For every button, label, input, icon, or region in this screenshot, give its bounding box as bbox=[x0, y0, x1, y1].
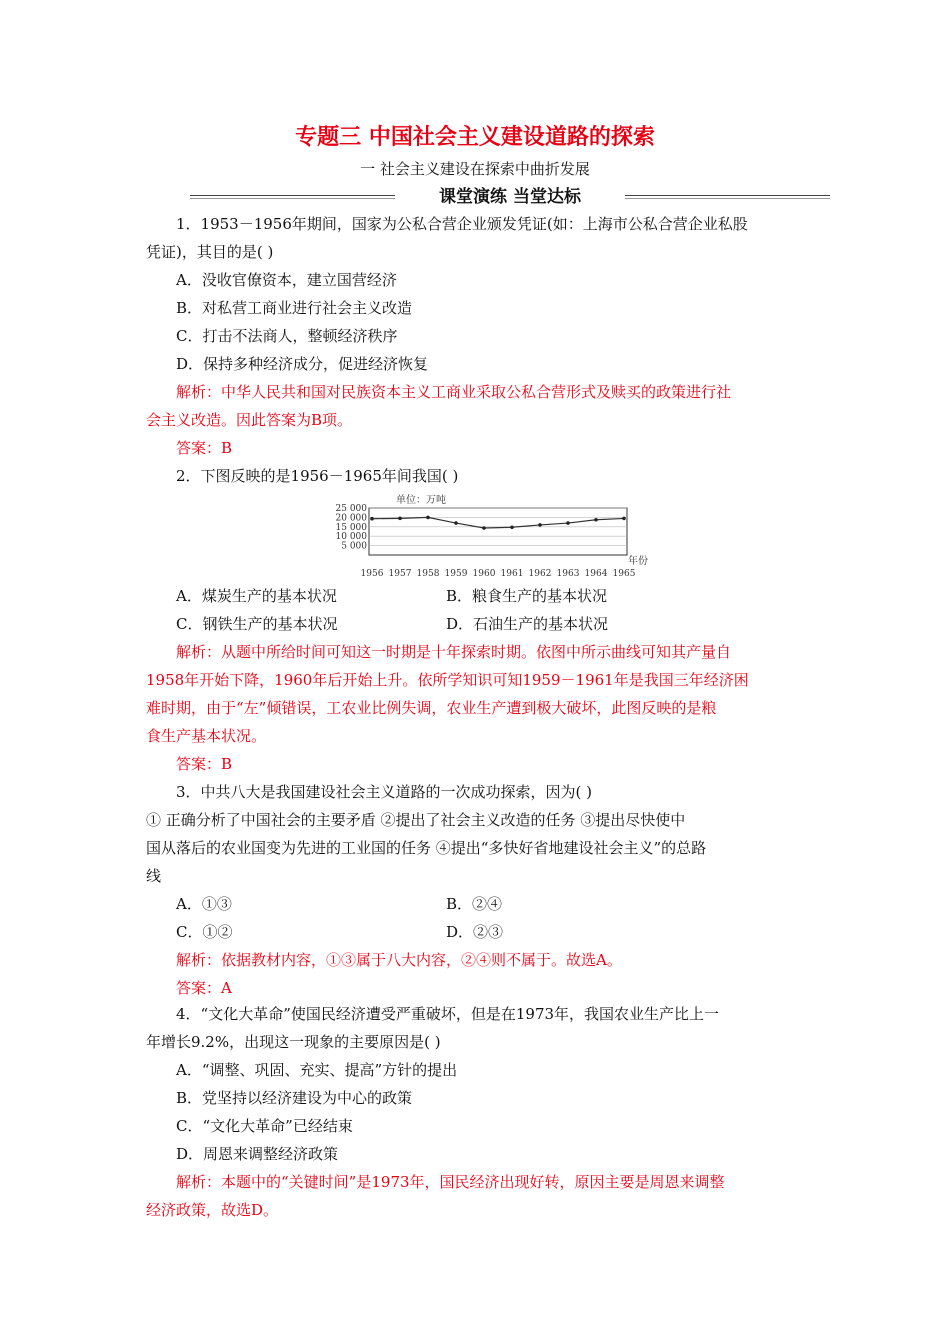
chart-series-line bbox=[372, 517, 624, 528]
q3-option-a: A．①③ bbox=[176, 895, 232, 913]
q3-stem-line4: 线 bbox=[146, 867, 162, 885]
chart-data-point bbox=[510, 525, 514, 529]
page-title: 专题三 中国社会主义建设道路的探索 bbox=[295, 125, 655, 150]
q4-analysis-line2: 经济政策，故选D。 bbox=[146, 1201, 279, 1219]
answer-value: A bbox=[221, 979, 232, 997]
chart-data-point bbox=[622, 517, 626, 521]
chart-x-tick-label: 1960 bbox=[472, 569, 496, 579]
banner-rule-left bbox=[190, 195, 395, 196]
q2-analysis-line3: 难时期，由于“左”倾错误，工农业比例失调，农业生产遭到极大破坏，此图反映的是粮 bbox=[146, 699, 717, 717]
q1-option-c: C．打击不法商人，整顿经济秩序 bbox=[176, 327, 398, 345]
analysis-label: 解析： bbox=[176, 951, 222, 969]
analysis-text: 依据教材内容，①③属于八大内容，②④则不属于。故选A。 bbox=[221, 951, 622, 969]
analysis-label: 解析： bbox=[176, 643, 222, 661]
q2-answer bbox=[176, 750, 806, 778]
chart-y-tick-label: 10 000 bbox=[335, 532, 367, 543]
q4-option-c: C．“文化大革命”已经结束 bbox=[176, 1117, 353, 1135]
q2-line-chart bbox=[322, 488, 662, 580]
answer-label: 答案： bbox=[176, 439, 222, 457]
chart-data-point bbox=[594, 518, 598, 522]
q1-stem-line1: 1．1953－1956年期间，国家为公私合营企业颁发凭证(如：上海市公私合营企业私股 bbox=[176, 215, 748, 233]
q1-option-b: B．对私营工商业进行社会主义改造 bbox=[176, 299, 413, 317]
q4-option-d: D．周恩来调整经济政策 bbox=[176, 1145, 339, 1163]
banner-text: 课堂演练 当堂达标 bbox=[439, 187, 581, 207]
answer-label: 答案： bbox=[176, 979, 222, 997]
chart-x-axis-label: 年份 bbox=[628, 556, 648, 567]
q2-analysis-line2: 1958年开始下降，1960年后开始上升。依所学知识可知1959－1961年是我国三年经济困 bbox=[146, 671, 749, 689]
q2-option-c: C．钢铁生产的基本状况 bbox=[176, 615, 338, 633]
q1-analysis-line1 bbox=[176, 378, 806, 406]
chart-plot-frame bbox=[369, 508, 627, 555]
q3-answer bbox=[176, 974, 806, 1002]
chart-x-tick-label: 1963 bbox=[556, 569, 580, 579]
q4-option-a: A．“调整、巩固、充实、提高”方针的提出 bbox=[176, 1061, 458, 1079]
chart-y-tick-label: 20 000 bbox=[335, 513, 367, 524]
chart-data-point bbox=[370, 517, 374, 521]
analysis-text: 中华人民共和国对民族资本主义工商业采取公私合营形式及赎买的政策进行社 bbox=[221, 383, 732, 401]
chart-data-point bbox=[538, 523, 542, 527]
q1-option-d: D．保持多种经济成分，促进经济恢复 bbox=[176, 355, 429, 373]
q1-analysis-line2: 会主义改造。因此答案为B项。 bbox=[146, 411, 353, 429]
chart-y-ticks bbox=[336, 504, 368, 552]
q3-stem-line3: 国从落后的农业国变为先进的工业国的任务 ④提出“多快好省地建设社会主义”的总路 bbox=[146, 839, 707, 857]
chart-x-tick-label: 1959 bbox=[444, 569, 468, 579]
q1-stem-line2: 凭证)，其目的是( ) bbox=[146, 243, 274, 261]
q1-option-a: A．没收官僚资本，建立国营经济 bbox=[176, 271, 397, 289]
chart-x-ticks bbox=[361, 569, 636, 579]
banner-rule-right bbox=[625, 195, 830, 196]
banner-rule-left-thin bbox=[190, 198, 395, 199]
chart-x-tick-label: 1961 bbox=[500, 569, 524, 579]
q4-option-b: B．党坚持以经济建设为中心的政策 bbox=[176, 1089, 413, 1107]
chart-y-tick-label: 15 000 bbox=[335, 522, 367, 533]
page-subtitle: 一 社会主义建设在探索中曲折发展 bbox=[360, 160, 590, 178]
analysis-text: 本题中的“关键时间”是1973年，国民经济出现好转，原因主要是周恩来调整 bbox=[221, 1173, 725, 1191]
chart-x-tick-label: 1962 bbox=[528, 569, 552, 579]
chart-y-tick-label: 25 000 bbox=[335, 504, 367, 514]
q3-stem-line1: 3．中共八大是我国建设社会主义道路的一次成功探索，因为( ) bbox=[176, 783, 593, 801]
q2-stem-line1: 2．下图反映的是1956－1965年间我国( ) bbox=[176, 467, 459, 485]
chart-x-tick-label: 1956 bbox=[360, 569, 384, 579]
chart-data-point bbox=[566, 521, 570, 525]
chart-grid bbox=[369, 508, 627, 546]
answer-label: 答案： bbox=[176, 755, 222, 773]
banner-rule-right-thin bbox=[625, 198, 830, 199]
analysis-label: 解析： bbox=[176, 383, 222, 401]
q2-option-d: D．石油生产的基本状况 bbox=[446, 615, 609, 633]
q2-analysis-line4: 食生产基本状况。 bbox=[146, 727, 267, 745]
chart-data-point bbox=[454, 521, 458, 525]
q3-option-d: D．②③ bbox=[446, 923, 504, 941]
chart-unit-label: 单位：万吨 bbox=[396, 495, 446, 506]
q2-option-b: B．粮食生产的基本状况 bbox=[446, 587, 608, 605]
answer-value: B bbox=[221, 755, 233, 773]
q1-answer bbox=[176, 434, 806, 462]
chart-data-point bbox=[426, 516, 430, 520]
q2-analysis-line1 bbox=[176, 638, 806, 666]
q3-option-c: C．①② bbox=[176, 923, 233, 941]
chart-x-tick-label: 1958 bbox=[416, 569, 440, 579]
analysis-label: 解析： bbox=[176, 1173, 222, 1191]
q4-stem-line2: 年增长9.2%，出现这一现象的主要原因是( ) bbox=[146, 1033, 441, 1051]
chart-data-point bbox=[398, 517, 402, 521]
q3-stem-line2: ① 正确分析了中国社会的主要矛盾 ②提出了社会主义改造的任务 ③提出尽快使中 bbox=[146, 811, 686, 829]
chart-data-point bbox=[482, 526, 486, 530]
chart-x-tick-label: 1965 bbox=[612, 569, 636, 579]
q4-stem-line1: 4．“文化大革命”使国民经济遭受严重破坏，但是在1973年，我国农业生产比上一 bbox=[176, 1005, 720, 1023]
analysis-text: 从题中所给时间可知这一时期是十年探索时期。依图中所示曲线可知其产量自 bbox=[221, 643, 732, 661]
q3-analysis-line1 bbox=[176, 946, 806, 974]
chart-x-tick-label: 1964 bbox=[584, 569, 608, 579]
q4-analysis-line1 bbox=[176, 1168, 806, 1196]
q2-option-a: A．煤炭生产的基本状况 bbox=[176, 587, 337, 605]
q3-option-b: B．②④ bbox=[446, 895, 503, 913]
answer-value: B bbox=[221, 439, 233, 457]
chart-y-tick-label: 5 000 bbox=[341, 541, 367, 552]
section-banner bbox=[190, 182, 830, 208]
chart-x-tick-label: 1957 bbox=[388, 569, 412, 579]
